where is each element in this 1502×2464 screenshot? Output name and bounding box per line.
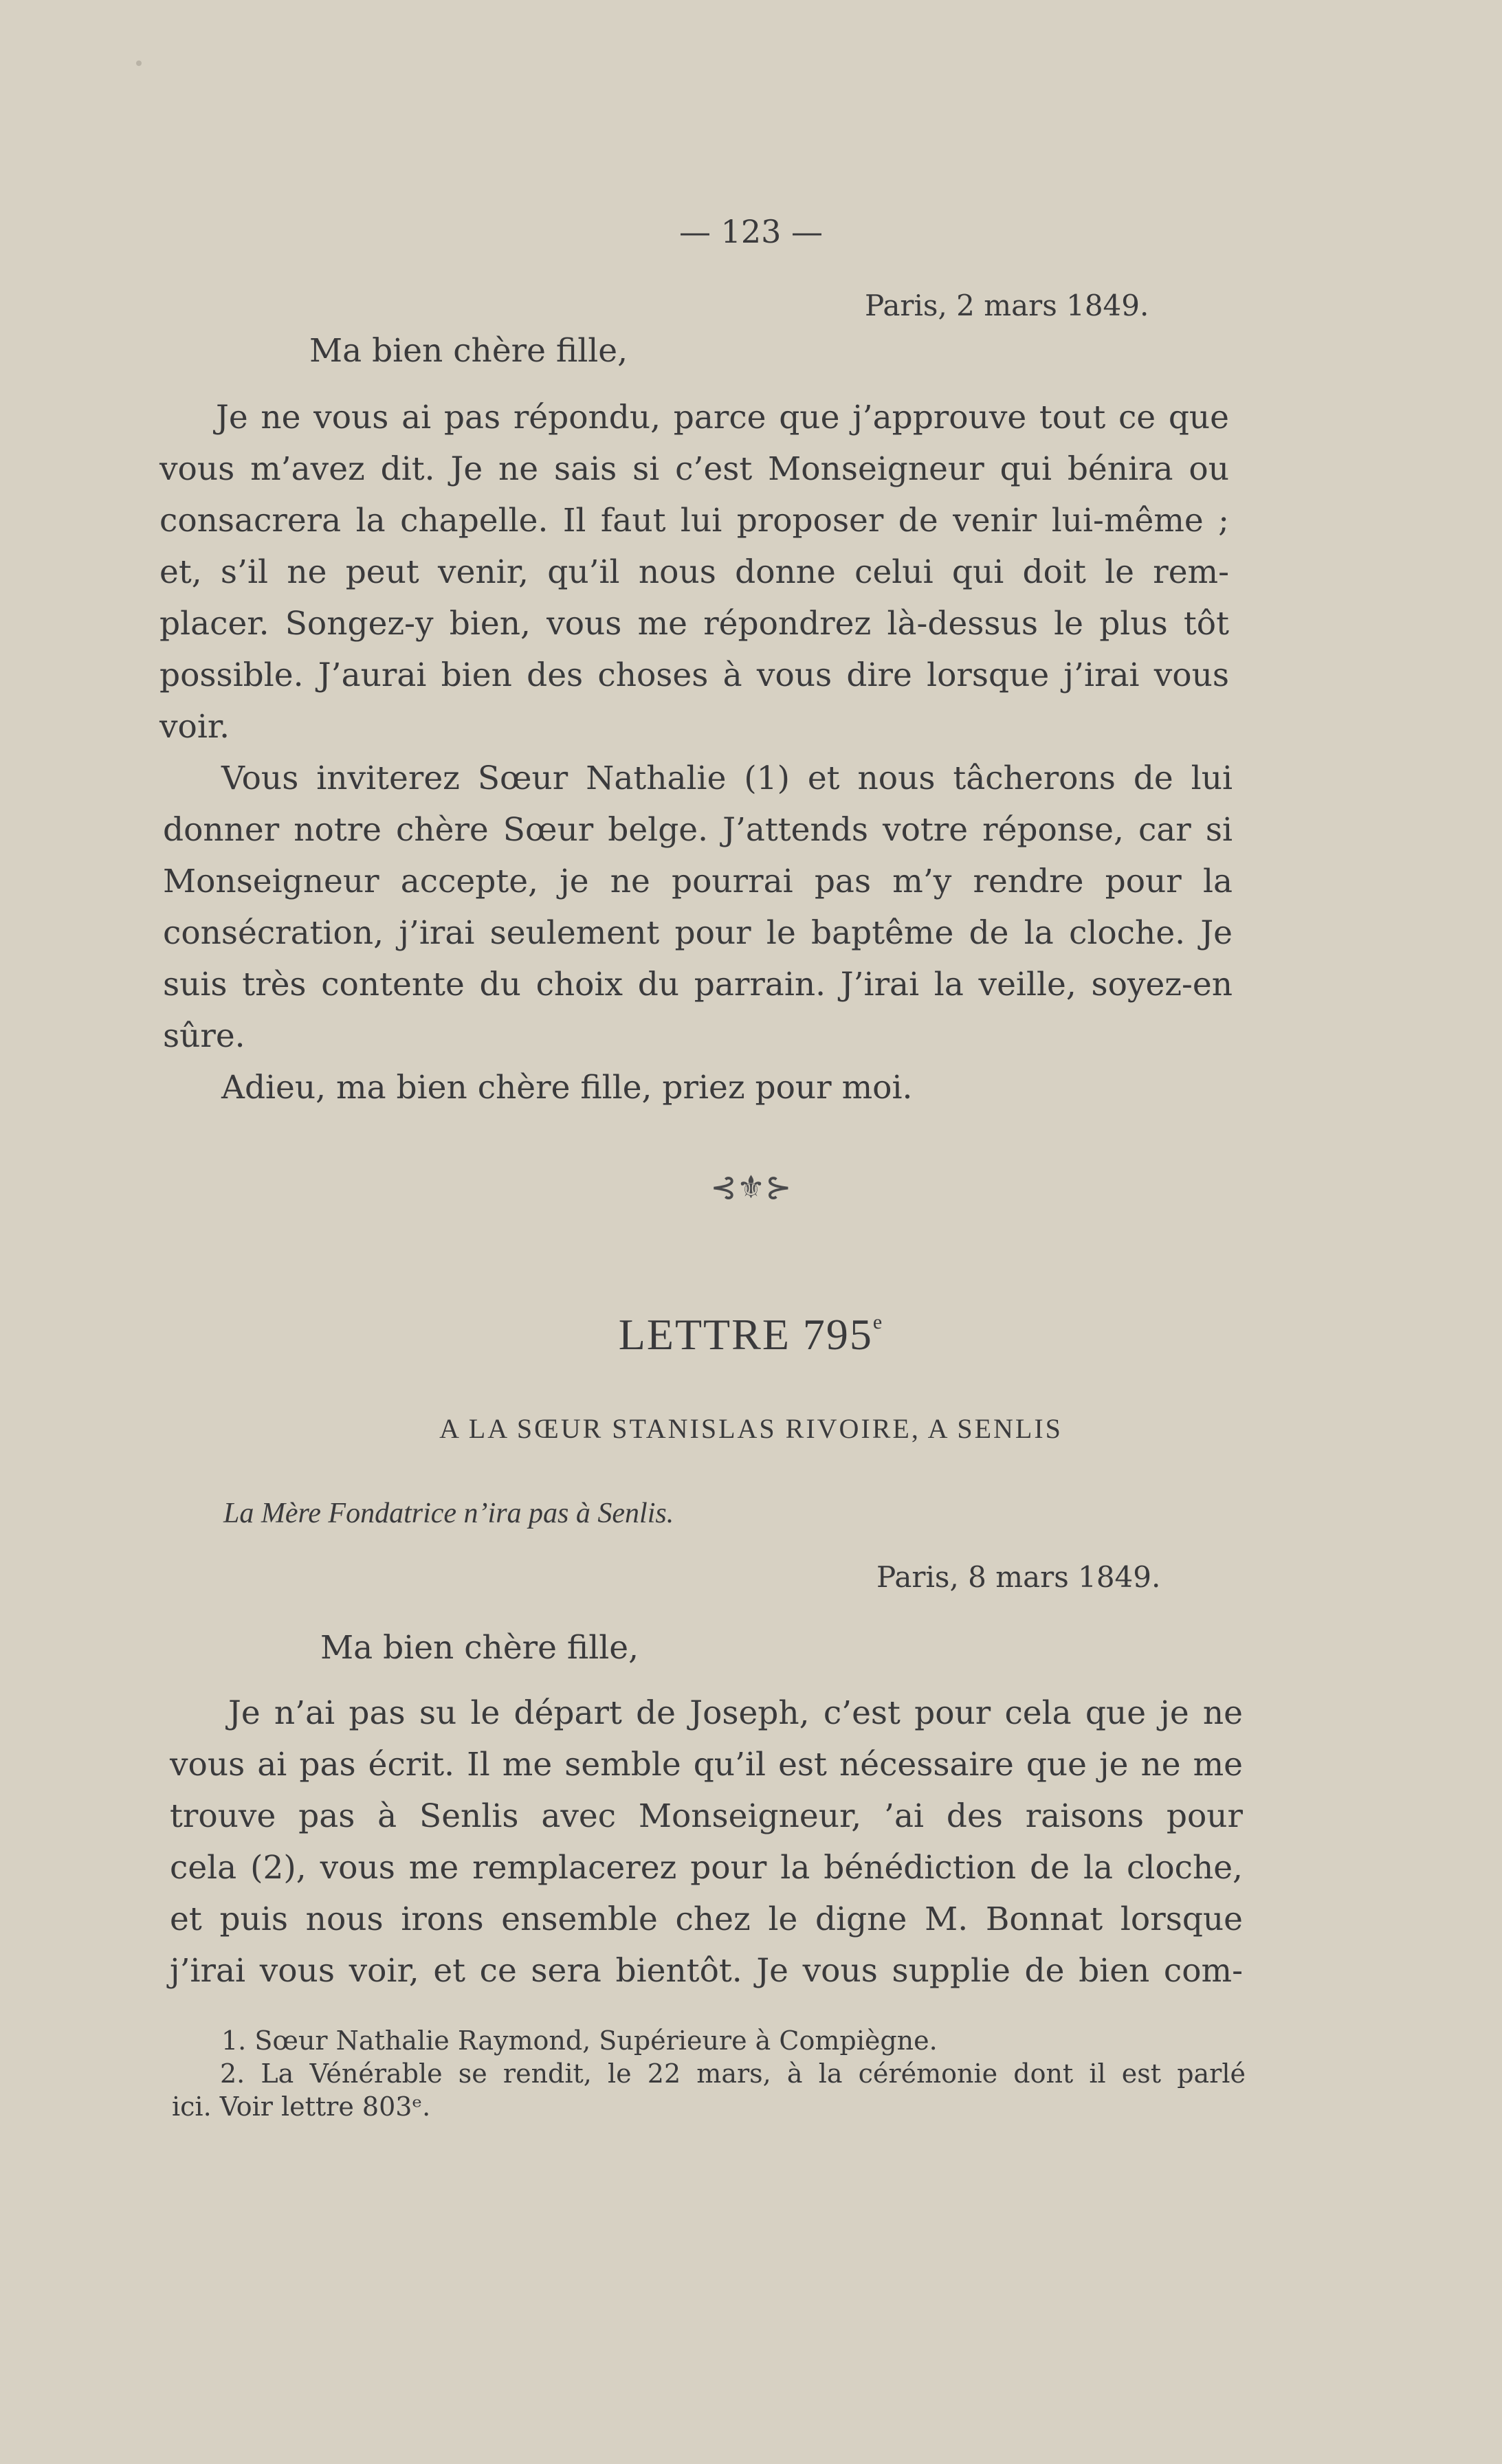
- text-line: vous ai pas écrit. Il me semble qu’il est nécessaire que je ne me: [170, 1746, 1243, 1784]
- letter2-recipient: A LA SŒUR STANISLAS RIVOIRE, A SENLIS: [439, 1413, 1063, 1444]
- text-line: cela (2), vous me remplacerez pour la bénédiction de la cloche,: [170, 1849, 1243, 1887]
- footnote-2: [172, 2057, 1246, 2123]
- page-number: — 123 —: [678, 213, 824, 250]
- text-line: trouve pas à Senlis avec Monseigneur, ’ai des raisons pour: [170, 1797, 1243, 1835]
- letter2-title-text: LETTRE 795: [618, 1310, 873, 1359]
- letter2-title-sup: e: [872, 1311, 884, 1333]
- text-line: suis très contente du choix du parrain. J’irai la veille, soyez-en: [163, 966, 1233, 1003]
- text-line: voir.: [159, 708, 230, 746]
- letter2-date: Paris, 8 mars 1849.: [876, 1560, 1161, 1594]
- text-line: et, s’il ne peut venir, qu’il nous donne celui qui doit le rem-: [159, 553, 1229, 591]
- letter2-salutation: Ma bien chère fille,: [320, 1629, 639, 1667]
- footnote-1: [221, 2024, 1246, 2057]
- text-line: Monseigneur accepte, je ne pourrai pas m’y rendre pour la: [163, 863, 1233, 900]
- paper-speck: [136, 60, 142, 66]
- footnote-line: 1. Sœur Nathalie Raymond, Supérieure à Compiègne.: [221, 2025, 938, 2056]
- letter2-title: [0, 1309, 1502, 1360]
- ornament-divider: ⊰⚜⊱: [710, 1168, 792, 1206]
- letter1-paragraph-3: [221, 1062, 1184, 1113]
- text-line: Vous inviterez Sœur Nathalie (1) et nous tâcherons de lui: [221, 759, 1233, 797]
- letter2-summary: La Mère Fondatrice n’ira pas à Senlis.: [223, 1498, 674, 1529]
- text-line: Je n’ai pas su le départ de Joseph, c’est pour cela que je ne: [228, 1694, 1243, 1732]
- letter1-salutation: Ma bien chère fille,: [309, 332, 628, 370]
- text-line: sûre.: [163, 1017, 245, 1055]
- letter1-paragraph-2: [163, 753, 1233, 1062]
- letter2-paragraph: [170, 1687, 1243, 1997]
- text-line: consécration, j’irai seulement pour le baptême de la cloche. Je: [163, 914, 1233, 952]
- text-line: donner notre chère Sœur belge. J’attends votre réponse, car si: [163, 811, 1233, 849]
- text-line: Je ne vous ai pas répondu, parce que j’approuve tout ce que: [216, 399, 1229, 436]
- text-line: j’irai vous voir, et ce sera bientôt. Je vous supplie de bien com-: [170, 1952, 1243, 1990]
- text-line: placer. Songez-y bien, vous me répondrez là-dessus le plus tôt: [159, 605, 1229, 643]
- footnote-line: 2. La Vénérable se rendit, le 22 mars, à la cérémonie dont il est parlé: [220, 2058, 1246, 2089]
- text-line: vous m’avez dit. Je ne sais si c’est Monseigneur qui bénira ou: [159, 450, 1229, 488]
- letter1-date: Paris, 2 mars 1849.: [865, 289, 1149, 322]
- text-line: Adieu, ma bien chère fille, priez pour moi.: [221, 1069, 913, 1107]
- text-line: possible. J’aurai bien des choses à vous dire lorsque j’irai vous: [159, 656, 1229, 694]
- footnote-line: ici. Voir lettre 803ᵉ.: [172, 2091, 431, 2122]
- text-line: consacrera la chapelle. Il faut lui proposer de venir lui-même ;: [159, 502, 1229, 540]
- text-line: et puis nous irons ensemble chez le digne M. Bonnat lorsque: [170, 1900, 1243, 1938]
- letter1-paragraph-1: [159, 392, 1229, 753]
